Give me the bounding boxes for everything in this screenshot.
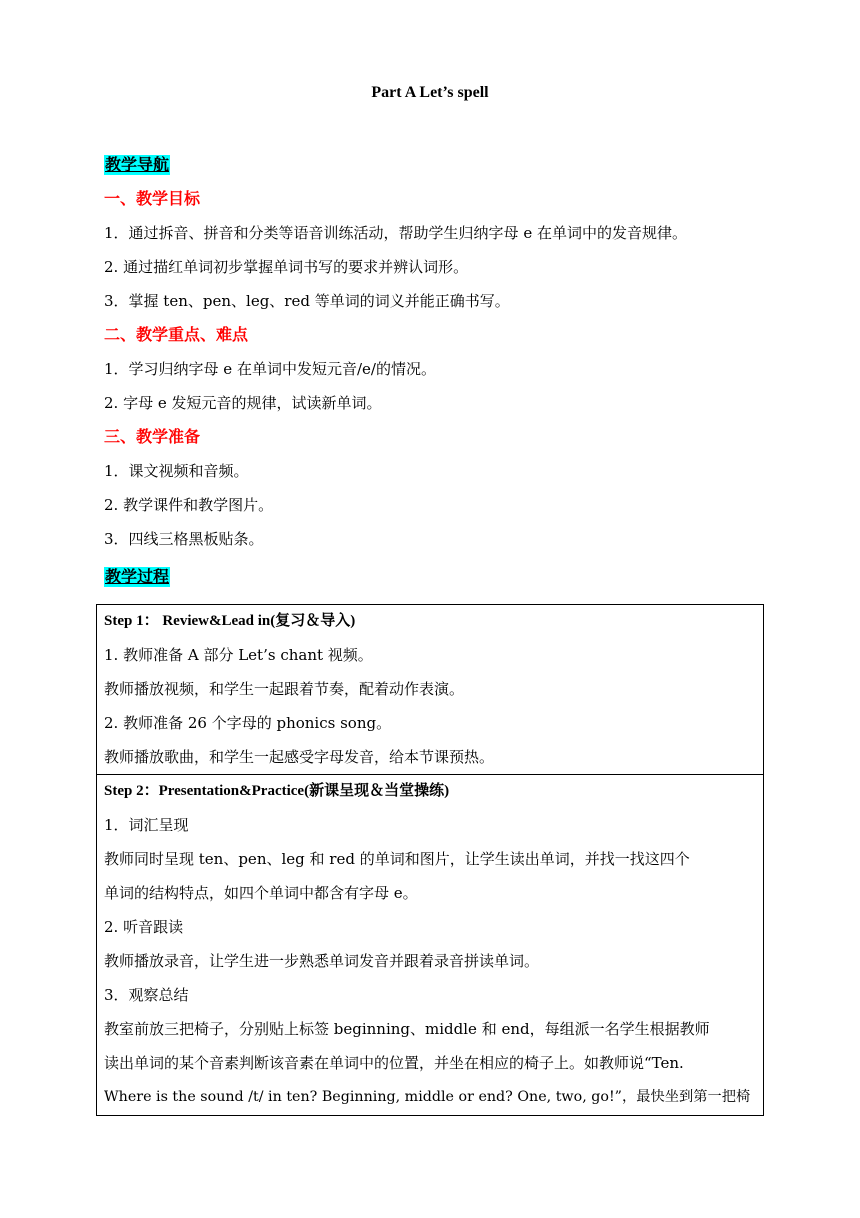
section-heading-objectives: 一、教学目标 bbox=[104, 189, 201, 208]
section-heading-key-points: 二、教学重点、难点 bbox=[104, 325, 249, 344]
step-1-heading: Step 1： Review&Lead in(复习＆导入) bbox=[104, 613, 356, 629]
preparation-item: 1．课文视频和音频。 bbox=[104, 462, 249, 480]
section-heading-preparation: 三、教学准备 bbox=[104, 427, 201, 446]
table-row-divider bbox=[97, 774, 763, 775]
step-2-line: 读出单词的某个音素判断该音素在单词中的位置，并坐在相应的椅子上。如教师说“Ten. bbox=[104, 1054, 684, 1072]
step-1-line: 教师播放视频，和学生一起跟着节奏，配着动作表演。 bbox=[104, 680, 465, 698]
objective-item: 3．掌握 ten、pen、leg、red 等单词的词义并能正确书写。 bbox=[104, 292, 510, 310]
objective-item: 1．通过拆音、拼音和分类等语音训练活动，帮助学生归纳字母 e 在单词中的发音规律。 bbox=[104, 224, 687, 242]
step-1-line: 2. 教师准备 26 个字母的 phonics song。 bbox=[104, 714, 392, 732]
teaching-process-heading: 教学过程 bbox=[105, 567, 170, 586]
step-2-heading: Step 2：Presentation&Practice(新课呈现＆当堂操练) bbox=[104, 783, 450, 799]
step-2-line: 3．观察总结 bbox=[104, 986, 189, 1004]
step-1-line: 教师播放歌曲，和学生一起感受字母发音，给本节课预热。 bbox=[104, 748, 495, 766]
objective-item: 2. 通过描红单词初步掌握单词书写的要求并辨认词形。 bbox=[104, 258, 469, 276]
key-point-item: 2. 字母 e 发短元音的规律，试读新单词。 bbox=[104, 394, 382, 412]
step-2-line: 单词的结构特点，如四个单词中都含有字母 e。 bbox=[104, 884, 418, 902]
step-2-line: 教室前放三把椅子，分别贴上标签 beginning、middle 和 end，每组派一名学生根据教师 bbox=[104, 1020, 710, 1038]
preparation-item: 3．四线三格黑板贴条。 bbox=[104, 530, 264, 548]
step-2-line: 教师同时呈现 ten、pen、leg 和 red 的单词和图片，让学生读出单词，并找一找这四个 bbox=[104, 850, 690, 868]
process-table bbox=[96, 604, 764, 1116]
page-title: Part A Let’s spell bbox=[371, 84, 489, 101]
key-point-item: 1．学习归纳字母 e 在单词中发短元音/e/的情况。 bbox=[104, 360, 436, 378]
step-2-line: 2. 听音跟读 bbox=[104, 918, 184, 936]
step-2-line: 教师播放录音，让学生进一步熟悉单词发音并跟着录音拼读单词。 bbox=[104, 952, 540, 970]
preparation-item: 2. 教学课件和教学图片。 bbox=[104, 496, 274, 514]
teaching-navigation-heading: 教学导航 bbox=[105, 155, 170, 174]
step-2-line: Where is the sound /t/ in ten? Beginning, middle or end? One, two, go!”，最快坐到第一把椅 bbox=[104, 1089, 751, 1105]
step-2-line: 1．词汇呈现 bbox=[104, 816, 189, 834]
step-1-line: 1. 教师准备 A 部分 Let’s chant 视频。 bbox=[104, 646, 373, 664]
